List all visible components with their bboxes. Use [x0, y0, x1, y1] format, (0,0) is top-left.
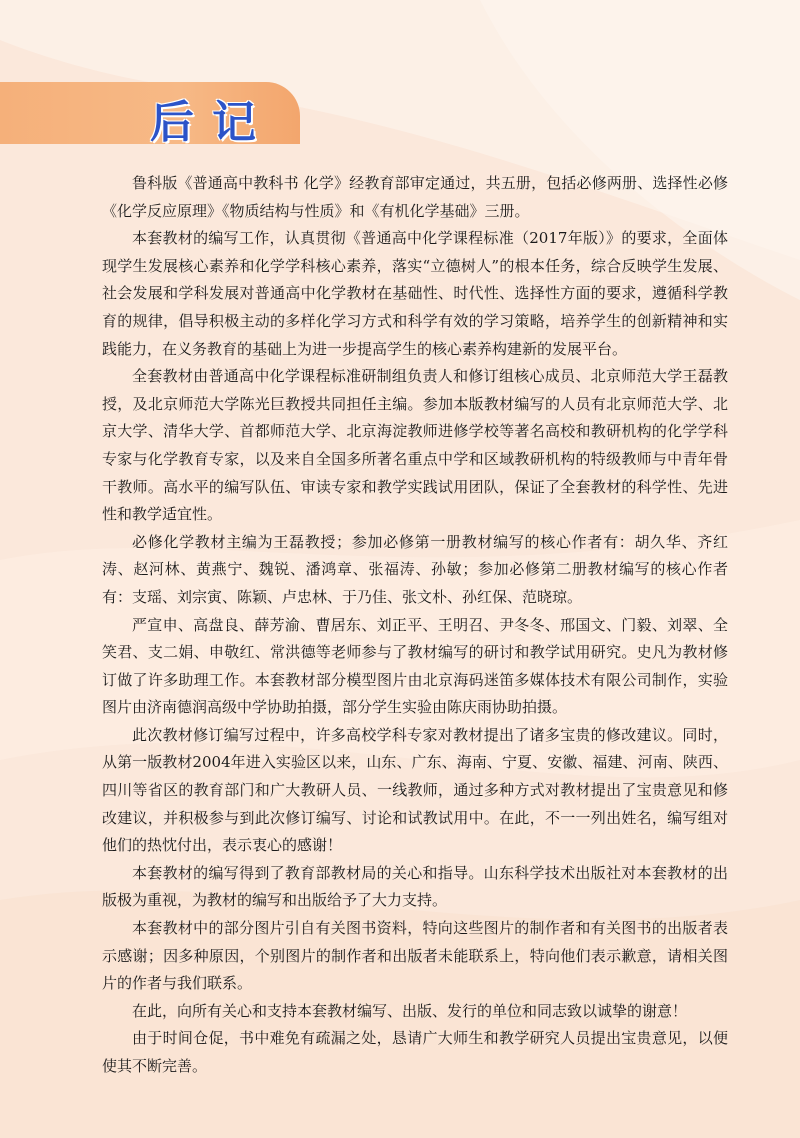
paragraph: 本套教材的编写得到了教育部教材局的关心和指导。山东科学技术出版社对本套教材的出版极为重视，为教材的编写和出版给予了大力支持。	[102, 863, 728, 910]
afterword-body	[102, 170, 728, 1081]
paragraph: 全套教材由普通高中化学课程标准研制组负责人和修订组核心成员、北京师范大学王磊教授，及北京师范大学陈光巨教授共同担任主编。参加本版教材编写的人员有北京师范大学、北京大学、清华大学、首都师范大学、北京海淀教师进修学校等著名高校和教研机构的化学学科专家与化学教育专家，以及来自全国多所著名重点中学和区域教研机构的特级教师与中青年骨干教师。高水平的编写队伍、审读专家和教学实践试用团队，保证了全套教材的科学性、先进性和教学适宜性。	[102, 367, 728, 524]
paragraph: 由于时间仓促，书中难免有疏漏之处，恳请广大师生和教学研究人员提出宝贵意见，以便使其不断完善。	[102, 1029, 728, 1075]
paragraph: 本套教材的编写工作，认真贯彻《普通高中化学课程标准（2017年版）》的要求，全面体现学生发展核心素养和化学学科核心素养，落实“立德树人”的根本任务，综合反映学生发展、社会发展和学科发展对普通高中化学教材在基础性、时代性、选择性方面的要求，遵循科学教育的规律，倡导积极主动的多样化学习方式和科学有效的学习策略，培养学生的创新精神和实践能力，在义务教育的基础上为进一步提高学生的核心素养构建新的发展平台。	[102, 229, 728, 358]
paragraph: 必修化学教材主编为王磊教授；参加必修第一册教材编写的核心作者有：胡久华、齐红涛、赵河林、黄燕宁、魏锐、潘鸿章、张福涛、孙敏；参加必修第二册教材编写的核心作者有：支瑶、刘宗寅、陈颖、卢忠林、于乃佳、张文朴、孙红保、范晓琼。	[102, 532, 728, 606]
paragraph: 严宣申、高盘良、薛芳渝、曹居东、刘正平、王明召、尹冬冬、邢国文、门毅、刘翠、全笑君、支二娟、申敬红、常洪德等老师参与了教材编写的研讨和教学试用研究。史凡为教材修订做了许多助理工作。本套教材部分模型图片由北京海码迷笛多媒体技术有限公司制作，实验图片由济南德润高级中学协助拍摄，部分学生实验由陈庆雨协助拍摄。	[102, 615, 728, 717]
paragraph: 本套教材中的部分图片引自有关图书资料，特向这些图片的制作者和有关图书的出版者表示感谢；因多种原因，个别图片的制作者和出版者未能联系上，特向他们表示歉意，请相关图片的作者与我们联系。	[102, 919, 728, 993]
paragraph: 此次教材修订编写过程中，许多高校学科专家对教材提出了诸多宝贵的修改建议。同时，从第一版教材2004年进入实验区以来，山东、广东、海南、宁夏、安徽、福建、河南、陕西、四川等省区的教育部门和广大教研人员、一线教师，通过多种方式对教材提出了宝贵意见和修改建议，并积极参与到此次修订编写、讨论和试教试用中。在此，不一一列出姓名，编写组对他们的热忱付出，表示衷心的感谢！	[102, 725, 728, 855]
page-title: 后记	[150, 97, 274, 148]
paragraph: 在此，向所有关心和支持本套教材编写、出版、发行的单位和同志致以诚挚的谢意！	[132, 1001, 688, 1020]
paragraph: 鲁科版《普通高中教科书 化学》经教育部审定通过，共五册，包括必修两册、选择性必修《化学反应原理》《物质结构与性质》和《有机化学基础》三册。	[102, 174, 728, 220]
